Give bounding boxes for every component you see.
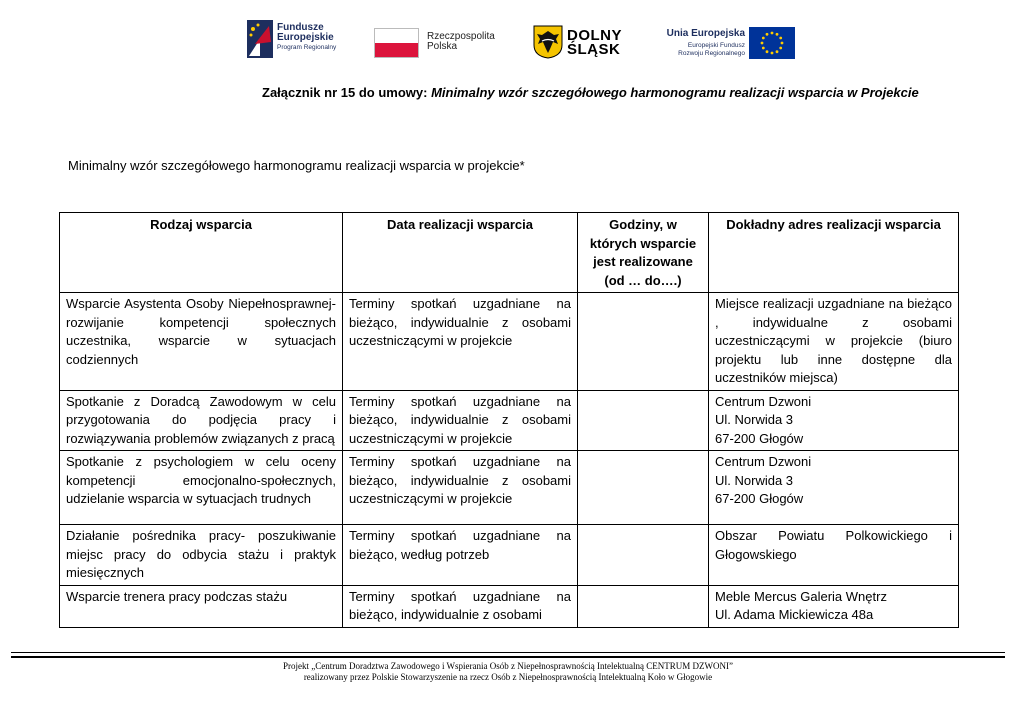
eu-flag-icon xyxy=(749,27,795,59)
cell-support-type: Wsparcie Asystenta Osoby Niepełnosprawnej- rozwijanie kompetencji społecznych uczestnika, wsparcie w sytuacjach codziennych xyxy=(60,293,343,391)
eagle-shield-icon xyxy=(533,25,563,59)
address-line: Ul. Adama Mickiewicza 48a xyxy=(715,607,874,622)
footer-divider-thick xyxy=(11,656,1005,658)
attachment-prefix: Załącznik nr 15 do umowy: xyxy=(262,85,428,100)
fundusze-europejskie-icon xyxy=(247,20,273,58)
footer-line1: Projekt „Centrum Doradztwa Zawodowego i Wspierania Osób z Niepełnosprawnością Intelektualną CENTRUM DZWONI” xyxy=(283,661,733,671)
dolny-slask-line2: ŚLĄSK xyxy=(567,41,621,58)
address-line: Meble Mercus Galeria Wnętrz xyxy=(715,588,887,604)
fundusze-line3: Program Regionalny xyxy=(277,44,337,51)
footer-line2: realizowany przez Polskie Stowarzyszenie na rzecz Osób z Niepełnosprawnością Intelektualną Koło w Głogowie xyxy=(303,672,713,682)
fundusze-europejskie-logo xyxy=(247,20,347,62)
cell-hours xyxy=(578,585,709,627)
cell-date: Terminy spotkań uzgadniane na bieżąco, indywidualnie z osobami uczestniczącymi w projekcie xyxy=(343,390,578,451)
cell-hours xyxy=(578,293,709,391)
fundusze-line1: Fundusze xyxy=(277,22,324,33)
rzeczpospolita-line1: Rzeczpospolita xyxy=(427,31,495,42)
support-type-text: Wsparcie trenera pracy podczas stażu xyxy=(66,588,288,604)
table-row xyxy=(60,525,959,586)
date-text: Terminy spotkań uzgadniane na bieżąco, indywidualnie z osobami xyxy=(349,588,571,622)
unia-line2: Europejski Fundusz xyxy=(687,42,745,49)
unia-line3: Rozwoju Regionalnego xyxy=(678,50,745,57)
attachment-title xyxy=(262,85,919,100)
address-line: Ul. Norwida 3 xyxy=(715,412,794,427)
cell-date: Terminy spotkań uzgadniane na bieżąco, indywidualnie z osobami uczestniczącymi w projekcie xyxy=(343,451,578,525)
unia-line1: Unia Europejska xyxy=(666,28,745,39)
address-line: Centrum Dzwoni xyxy=(715,454,812,469)
address-line: 67-200 Głogów xyxy=(715,430,804,446)
cell-support-type: Spotkanie z Doradcą Zawodowym w celu przygotowania do podjęcia pracy i rozwiązywania problemów związanych z pracą xyxy=(60,390,343,451)
table-row xyxy=(60,293,959,391)
address-line: Ul. Norwida 3 xyxy=(715,472,794,488)
cell-address xyxy=(709,585,959,627)
rzeczpospolita-polska-logo xyxy=(374,27,514,61)
cell-support-type: Działanie pośrednika pracy- poszukiwanie miejsc pracy do odbycia stażu i praktyk miesięcznych xyxy=(60,525,343,586)
table-row xyxy=(60,390,959,451)
address-line: Centrum Dzwoni xyxy=(715,393,812,409)
cell-hours xyxy=(578,390,709,451)
footer xyxy=(0,661,1016,683)
cell-hours xyxy=(578,451,709,525)
header-support-type: Rodzaj wsparcia xyxy=(60,213,343,293)
cell-support-type: Spotkanie z psychologiem w celu oceny kompetencji emocjonalno-społecznych, udzielanie wsparcia w sytuacjach trudnych xyxy=(60,451,343,525)
attachment-name: Minimalny wzór szczegółowego harmonogramu realizacji wsparcia w Projekcie xyxy=(431,85,919,100)
unia-europejska-logo xyxy=(658,25,803,65)
cell-address xyxy=(709,390,959,451)
cell-hours xyxy=(578,525,709,586)
dolny-slask-line1: DOLNY xyxy=(567,27,622,44)
document-heading: Minimalny wzór szczegółowego harmonogramu realizacji wsparcia w projekcie* xyxy=(68,158,525,173)
cell-address: Obszar Powiatu Polkowickiego i Głogowskiego xyxy=(709,525,959,586)
header-hours: Godziny, w których wsparcie jest realizowane (od … do….) xyxy=(578,213,709,293)
polish-flag-icon xyxy=(374,28,419,58)
table-row xyxy=(60,585,959,627)
cell-address: Miejsce realizacji uzgadniane na bieżąco , indywidualne z osobami uczestniczącymi w projekcie (biuro projektu lub inne dostępne dla uczestników miejsca) xyxy=(709,293,959,391)
fundusze-line2: Europejskie xyxy=(277,32,334,43)
cell-address xyxy=(709,451,959,525)
cell-date: Terminy spotkań uzgadniane na bieżąco, według potrzeb xyxy=(343,525,578,586)
header-address: Dokładny adres realizacji wsparcia xyxy=(709,213,959,293)
schedule-table xyxy=(59,212,959,628)
address-line: 67-200 Głogów xyxy=(715,491,804,506)
dolny-slask-logo xyxy=(533,25,633,63)
cell-date: Terminy spotkań uzgadniane na bieżąco, indywidualnie z osobami uczestniczącymi w projekcie xyxy=(343,293,578,391)
header-date: Data realizacji wsparcia xyxy=(343,213,578,293)
footer-divider xyxy=(11,652,1005,653)
table-header-row xyxy=(60,213,959,293)
cell-support-type xyxy=(60,585,343,627)
table-row xyxy=(60,451,959,525)
cell-date xyxy=(343,585,578,627)
logo-band xyxy=(0,0,1016,75)
rzeczpospolita-line2: Polska xyxy=(427,41,458,52)
